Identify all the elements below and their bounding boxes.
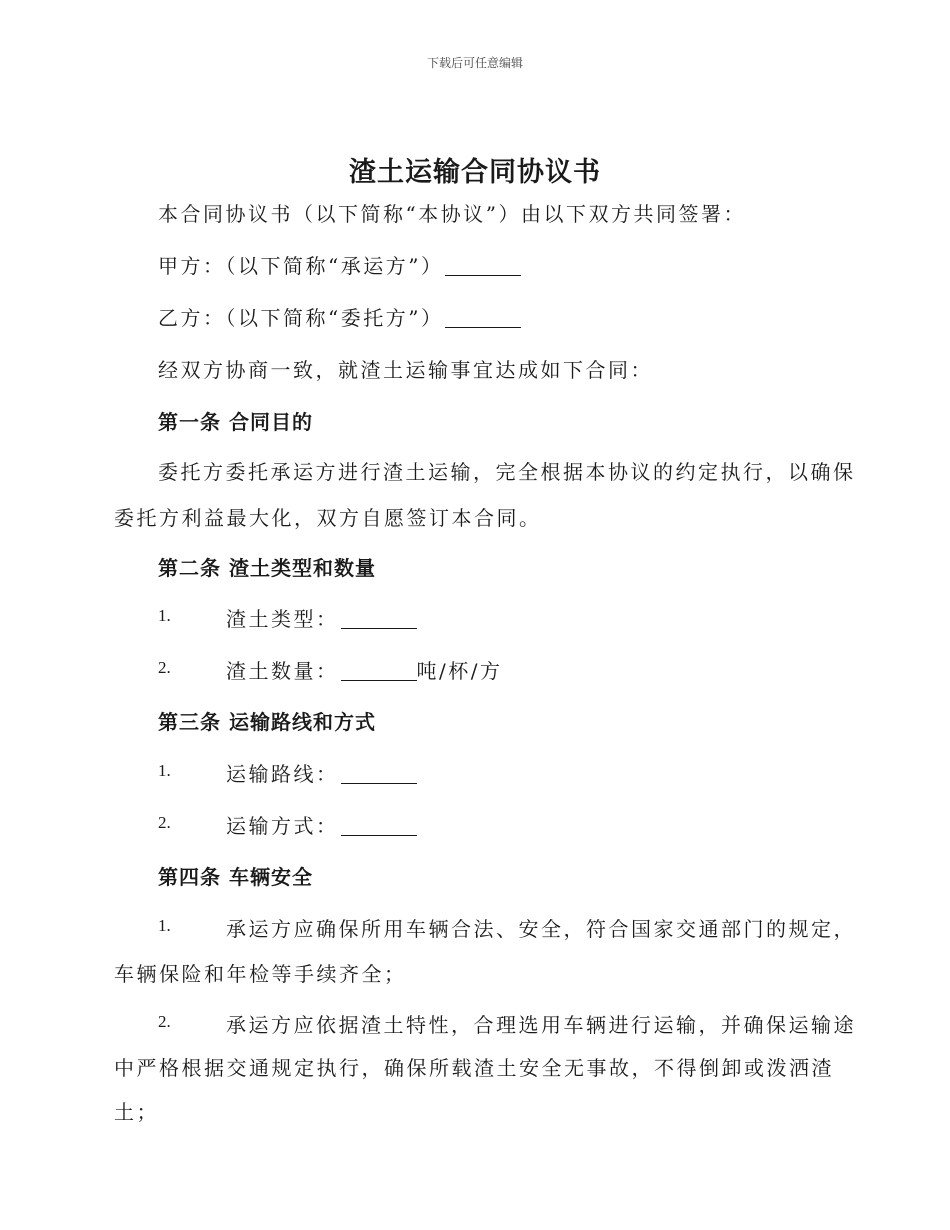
slag-type-blank bbox=[341, 610, 417, 629]
party-b-label: 乙方：（以下简称“委托方”） bbox=[158, 306, 444, 330]
method-label: 运输方式： bbox=[226, 814, 339, 838]
article-2-item-2 bbox=[226, 655, 502, 684]
article-4-item-1-line2: 车辆保险和年检等手续齐全； bbox=[114, 962, 407, 986]
party-a-blank bbox=[445, 257, 521, 276]
slag-quantity-unit: 吨/杯/方 bbox=[416, 659, 503, 683]
article-4-item-1-num: 1. bbox=[158, 916, 171, 935]
article-1-heading: 第一条 合同目的 bbox=[158, 410, 313, 434]
article-4-item-2-num: 2. bbox=[158, 1012, 171, 1031]
document-title: 渣土运输合同协议书 bbox=[349, 157, 601, 188]
article-4-item-1-line1: 承运方应确保所用车辆合法、安全，符合国家交通部门的规定， bbox=[226, 917, 856, 941]
article-3-item-2 bbox=[226, 810, 417, 839]
header-note: 下载后可任意编辑 bbox=[426, 56, 523, 70]
party-b-blank bbox=[445, 309, 521, 328]
article-3-item-2-num: 2. bbox=[158, 813, 171, 832]
agreement-text: 经双方协商一致，就渣土运输事宜达成如下合同： bbox=[158, 358, 653, 382]
article-2-item-1 bbox=[226, 603, 417, 632]
article-3-item-1 bbox=[226, 758, 417, 787]
party-b bbox=[158, 302, 521, 331]
party-a bbox=[158, 250, 521, 279]
article-4-item-2-line3: 土； bbox=[114, 1100, 159, 1124]
article-1-text-line1: 委托方委托承运方进行渣土运输，完全根据本协议的约定执行，以确保 bbox=[158, 460, 856, 484]
article-3-item-1-num: 1. bbox=[158, 761, 171, 780]
article-1-text-line2: 委托方利益最大化，双方自愿签订本合同。 bbox=[114, 506, 542, 530]
article-2-item-2-num: 2. bbox=[158, 658, 171, 677]
slag-type-label: 渣土类型： bbox=[226, 607, 339, 631]
article-4-item-2-line2: 中严格根据交通规定执行，确保所载渣土安全无事故，不得倒卸或泼洒渣 bbox=[114, 1056, 834, 1080]
article-4-item-2-line1: 承运方应依据渣土特性，合理选用车辆进行运输，并确保运输途 bbox=[226, 1013, 856, 1037]
route-blank bbox=[341, 765, 417, 784]
intro-text: 本合同协议书（以下简称“本协议”）由以下双方共同签署： bbox=[158, 202, 746, 226]
party-a-label: 甲方：（以下简称“承运方”） bbox=[158, 254, 444, 278]
slag-quantity-blank bbox=[341, 662, 417, 681]
method-blank bbox=[341, 817, 417, 836]
article-2-heading: 第二条 渣土类型和数量 bbox=[158, 556, 376, 580]
route-label: 运输路线： bbox=[226, 762, 339, 786]
article-4-heading: 第四条 车辆安全 bbox=[158, 865, 313, 889]
article-3-heading: 第三条 运输路线和方式 bbox=[158, 710, 376, 734]
slag-quantity-label: 渣土数量： bbox=[226, 659, 339, 683]
article-2-item-1-num: 1. bbox=[158, 606, 171, 625]
